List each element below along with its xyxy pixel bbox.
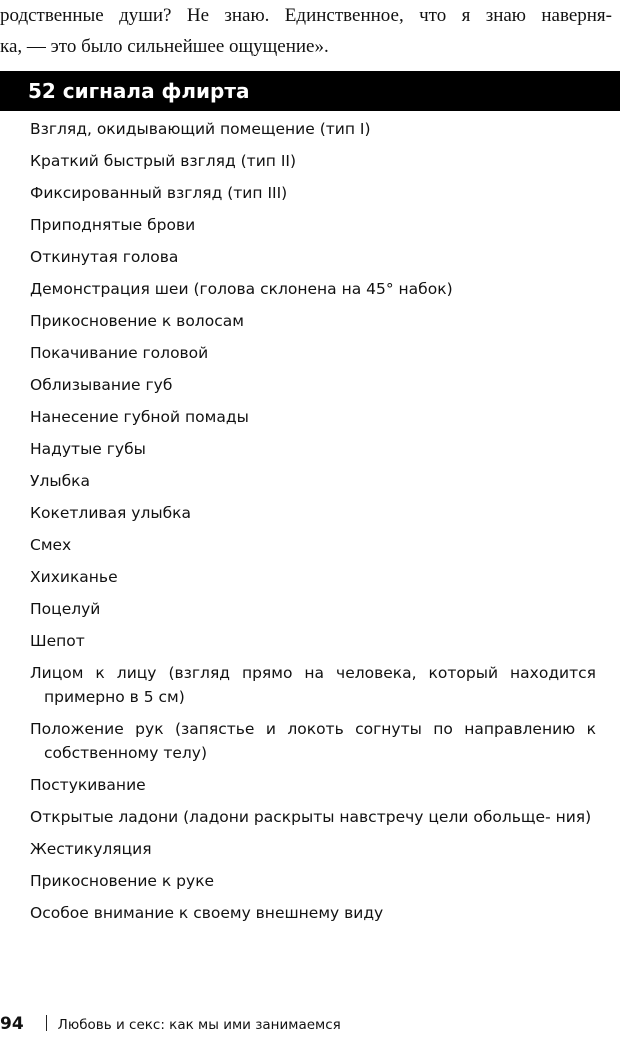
intro-line-1: родственные души? Не знаю. Единственное, что я знаю наверня-: [0, 5, 612, 26]
intro-paragraph: [0, 0, 612, 62]
list-item: Надутые губы: [30, 440, 146, 458]
list-item: Особое внимание к своему внешнему виду: [30, 904, 384, 922]
list-item: Прикосновение к руке: [30, 872, 215, 890]
list-item: Положение рук (запястье и локоть согнуты по направлению к собственному телу): [30, 720, 596, 762]
list-item: Открытые ладони (ладони раскрыты навстречу цели обольще- ния): [30, 808, 592, 826]
page-number: 94: [0, 1014, 24, 1034]
page-footer: [0, 1012, 341, 1036]
intro-line-2: ка, — это было сильнейшее ощущение».: [0, 36, 329, 57]
list-item: Лицом к лицу (взгляд прямо на человека, который находится примерно в 5 см): [30, 664, 596, 706]
list-item: Поцелуй: [30, 600, 101, 618]
list-item: Фиксированный взгляд (тип III): [30, 184, 288, 202]
list-item: Облизывание губ: [30, 376, 173, 394]
list-item: Хихиканье: [30, 568, 118, 586]
list-item: Откинутая голова: [30, 248, 179, 266]
list-item: Нанесение губной помады: [30, 408, 249, 426]
footer-separator: [46, 1015, 47, 1031]
list-item: Краткий быстрый взгляд (тип II): [30, 152, 297, 170]
list-item: Жестикуляция: [30, 840, 152, 858]
list-item: Взгляд, окидывающий помещение (тип I): [30, 120, 371, 138]
list-item: Шепот: [30, 632, 85, 650]
list-item: Постукивание: [30, 776, 146, 794]
list-item: Смех: [30, 536, 72, 554]
section-title: 52 сигнала флирта: [28, 79, 250, 103]
list-item: Улыбка: [30, 472, 91, 490]
flirt-signals-list: [30, 117, 596, 933]
list-item: Прикосновение к волосам: [30, 312, 244, 330]
list-item: Кокетливая улыбка: [30, 504, 192, 522]
list-item: Покачивание головой: [30, 344, 209, 362]
list-item: Демонстрация шеи (голова склонена на 45° набок): [30, 280, 453, 298]
section-heading-banner: [0, 71, 620, 111]
running-title: Любовь и секс: как мы ими занимаемся: [57, 1017, 341, 1033]
list-item: Приподнятые брови: [30, 216, 196, 234]
